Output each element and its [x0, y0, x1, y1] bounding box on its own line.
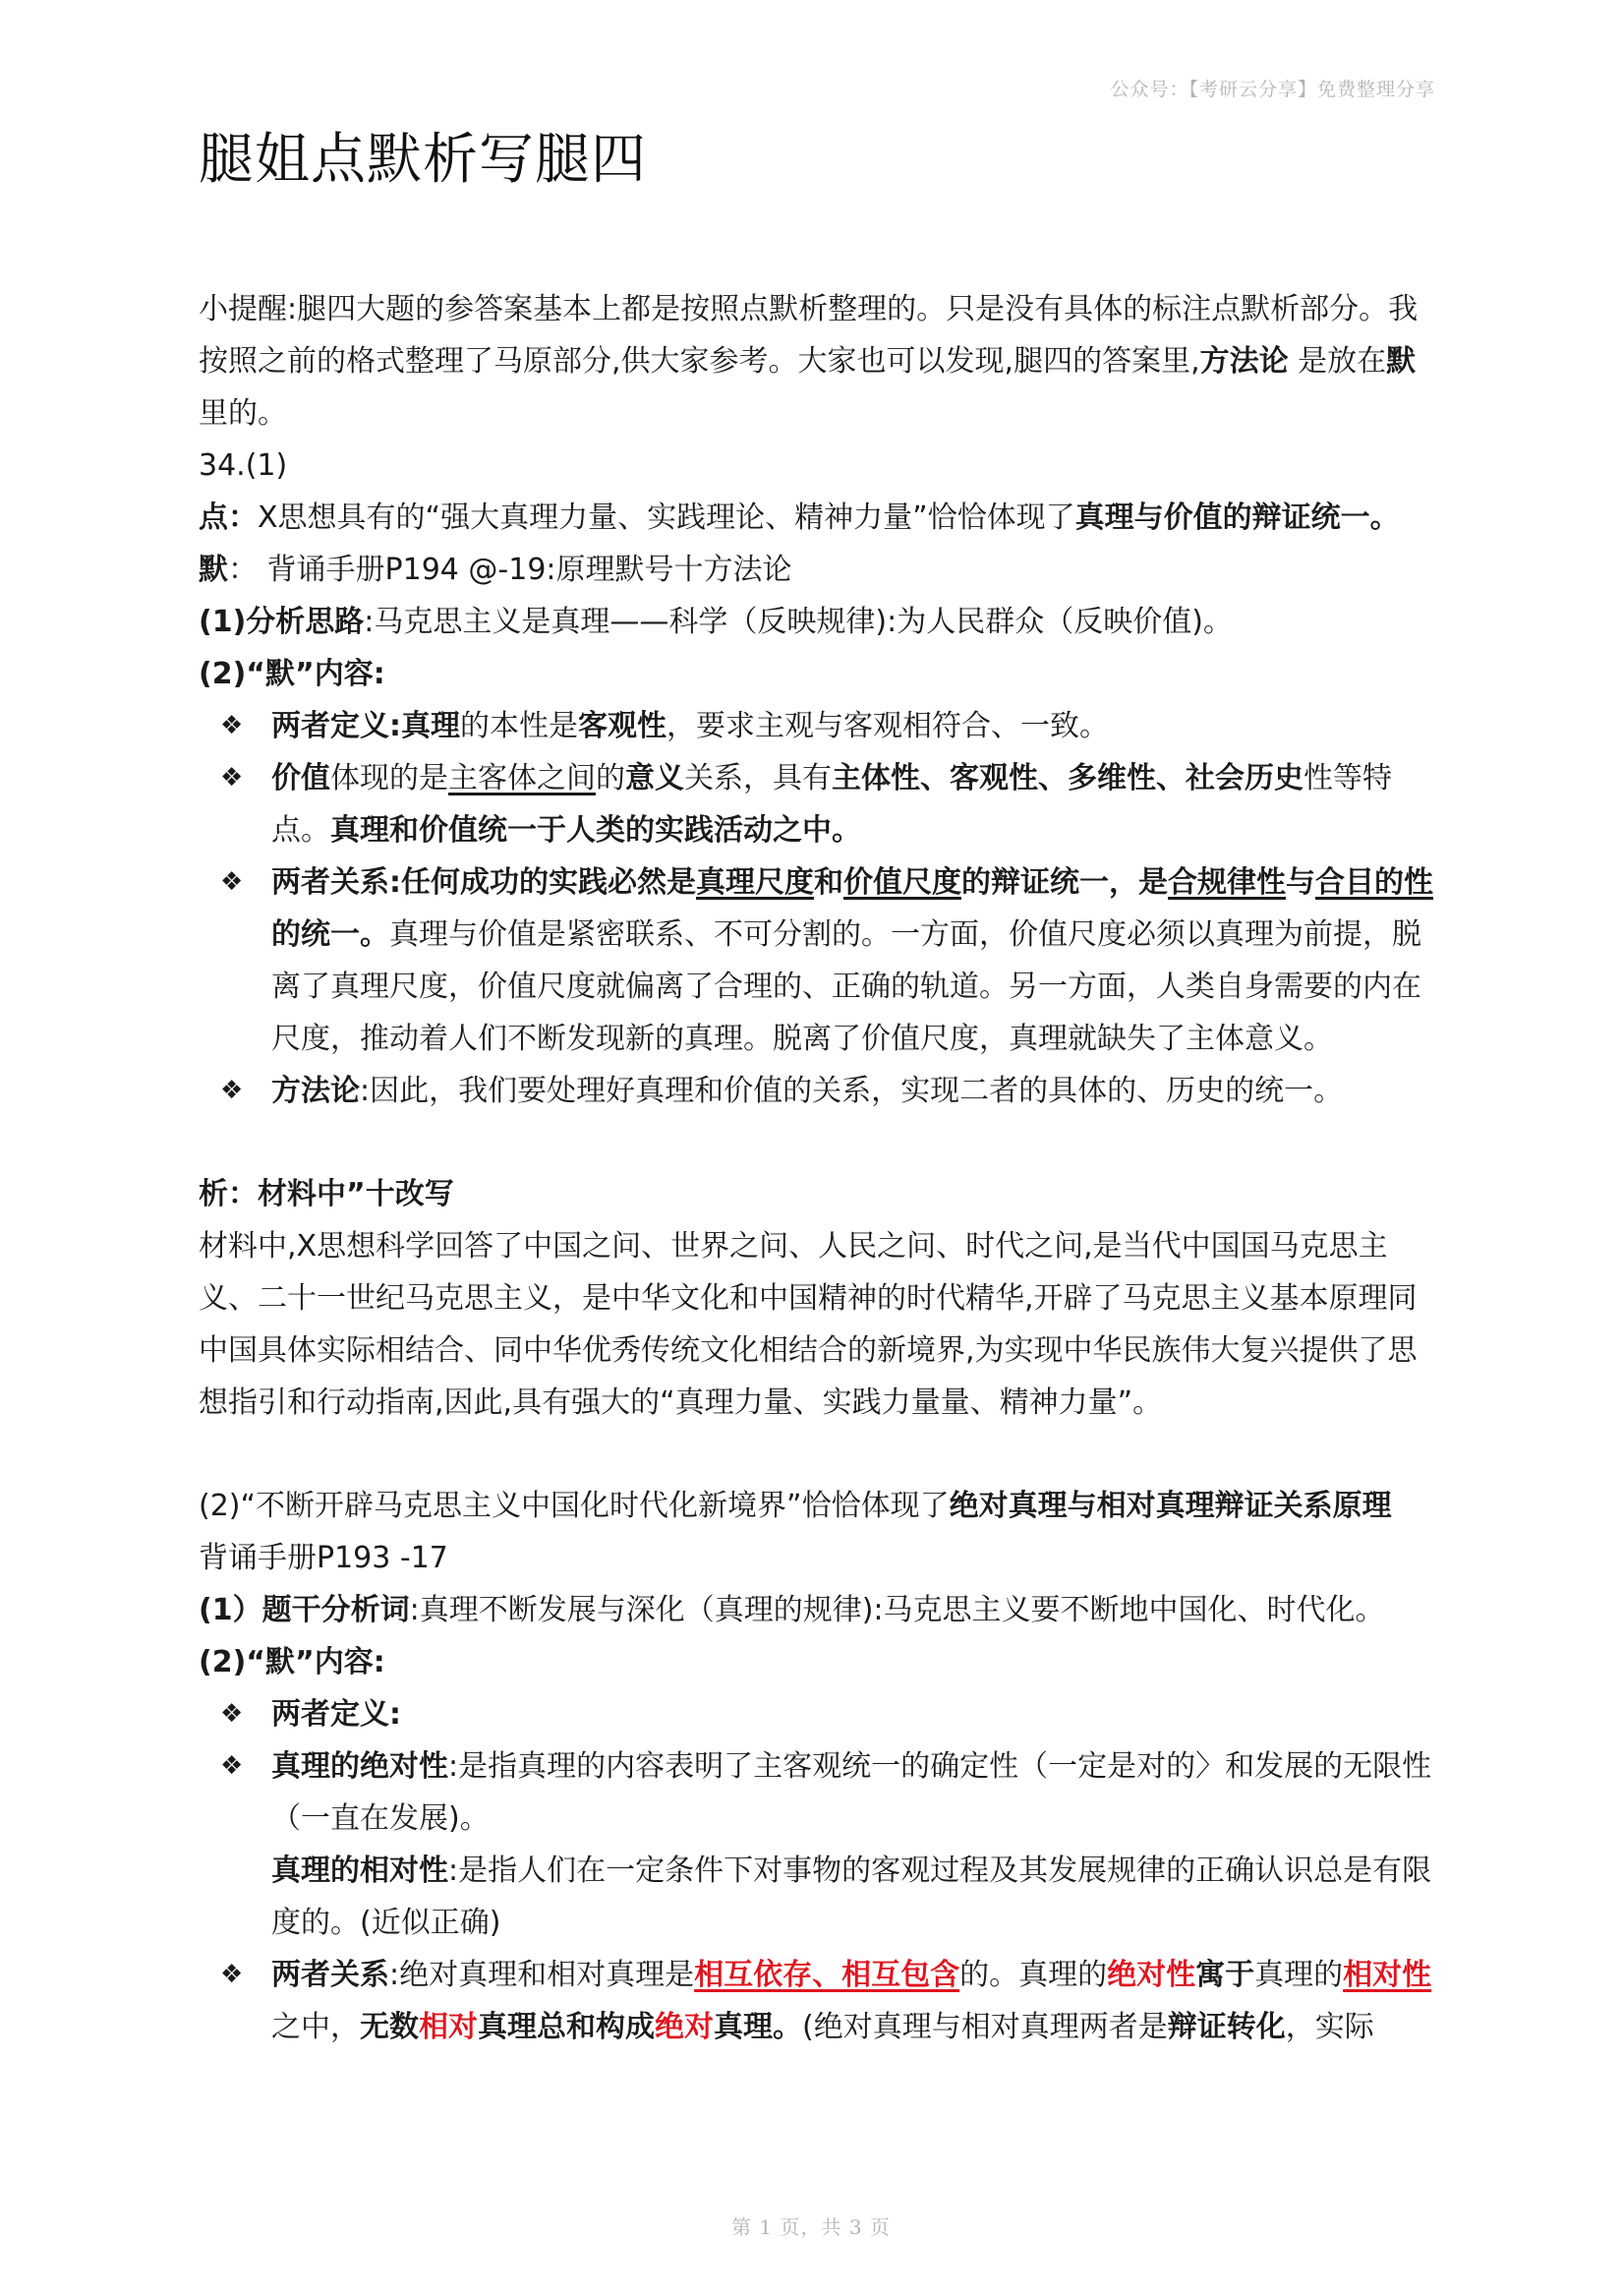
- q1-xi-heading: 析：材料中”十改写: [199, 1177, 454, 1211]
- bullet-methodology: ❖ 方法论:因此，我们要处理好真理和价值的关系，实现二者的具体的、历史的统一。: [199, 1065, 1439, 1117]
- q2-analysis: (1）题干分析词:真理不断发展与深化（真理的规律):马克思主义要不断地中国化、时代化。: [199, 1593, 1385, 1627]
- q2-intro: (2)“不断开辟马克思主义中国化时代化新境界”恰恰体现了绝对真理与相对真理辩证关系原理: [199, 1489, 1392, 1523]
- q1-mo: 默： 背诵手册P194 @-19:原理默号十方法论: [199, 553, 792, 587]
- bullet-value: ❖ 价值体现的是主客体之间的意义关系，具有主体性、客观性、多维性、社会历史性等特点。真理和价值统一于人类的实践活动之中。: [199, 752, 1439, 856]
- relative-truth-definition: 真理的相对性:是指人们在一定条件下对事物的客观过程及其发展规律的正确认识总是有限度的。(近似正确): [271, 1854, 1432, 1940]
- page-title: 腿姐点默析写腿四: [199, 128, 647, 192]
- q1-mo-content-heading: (2)“默”内容:: [199, 657, 385, 691]
- bullet-absolute-truth: ❖ 真理的绝对性:是指真理的内容表明了主客观统一的确定性（一定是对的〉和发展的无限性（一直在发展)。: [199, 1740, 1439, 1845]
- bullet-q2-definition: ❖ 两者定义:: [199, 1688, 1439, 1740]
- intro-bold-mo: 默: [1386, 344, 1417, 379]
- diamond-bullet-icon: ❖: [220, 763, 244, 793]
- intro-paragraph: 小提醒:腿四大题的参答案基本上都是按照点默析整理的。只是没有具体的标注点默析部分。我按照之前的格式整理了马原部分,供大家参考。大家也可以发现,腿四的答案里,方法论 是放在默里的。: [199, 292, 1419, 431]
- bullet-definition: ❖ 两者定义:真理的本性是客观性，要求主观与客观相符合、一致。: [199, 700, 1439, 752]
- diamond-bullet-icon: ❖: [220, 1751, 244, 1781]
- q1-dian: 点：X思想具有的“强大真理力量、实践理论、精神力量”恰恰体现了真理与价值的辩证统一。: [199, 500, 1400, 535]
- q2-mo-content-heading: (2)“默”内容:: [199, 1645, 385, 1679]
- diamond-bullet-icon: ❖: [220, 1076, 244, 1105]
- diamond-bullet-icon: ❖: [220, 1960, 244, 1989]
- q2-ref: 背诵手册P193 -17: [199, 1541, 448, 1575]
- bullet-q2-relation: ❖ 两者关系:绝对真理和相对真理是相互依存、相互包含的。真理的绝对性寓于真理的相对性之中，无数相对真理总和构成绝对真理。(绝对真理与相对真理两者是辩证转化，实际: [199, 1949, 1439, 2053]
- q1-xi-text: 材料中,X思想科学回答了中国之问、世界之问、人民之问、时代之问,是当代中国国马克思主义、二十一世纪马克思主义，是中华文化和中国精神的时代精华,开辟了马克思主义基本原理同中国具体实际相结合、同中华优秀传统文化相结合的新境界,为实现中华民族伟大复兴提供了思想指引和行动指南,因此,具有强大的“真理力量、实践力量量、精神力量”。: [199, 1229, 1418, 1420]
- intro-bold-method: 方法论: [1199, 344, 1289, 379]
- header-watermark: 公众号：【考研云分享】免费整理分享: [1110, 79, 1435, 100]
- diamond-bullet-icon: ❖: [220, 711, 244, 740]
- page-number-footer: 第 1 页，共 3 页: [731, 2215, 891, 2239]
- q1-analysis: (1)分析思路:马克思主义是真理——科学（反映规律):为人民群众（反映价值)。: [199, 605, 1233, 639]
- bullet-relation: ❖ 两者关系:任何成功的实践必然是真理尺度和价值尺度的辩证统一，是合规律性与合目的性的统一。真理与价值是紧密联系、不可分割的。一方面，价值尺度必须以真理为前提，脱离了真理尺度，价值尺度就偏离了合理的、正确的轨道。另一方面，人类自身需要的内在尺度，推动着人们不断发现新的真理。脱离了价值尺度，真理就缺失了主体意义。: [199, 856, 1439, 1065]
- q1-number: 34.(1): [199, 448, 288, 483]
- diamond-bullet-icon: ❖: [220, 867, 244, 897]
- document-body: [199, 283, 1439, 2053]
- diamond-bullet-icon: ❖: [220, 1699, 244, 1729]
